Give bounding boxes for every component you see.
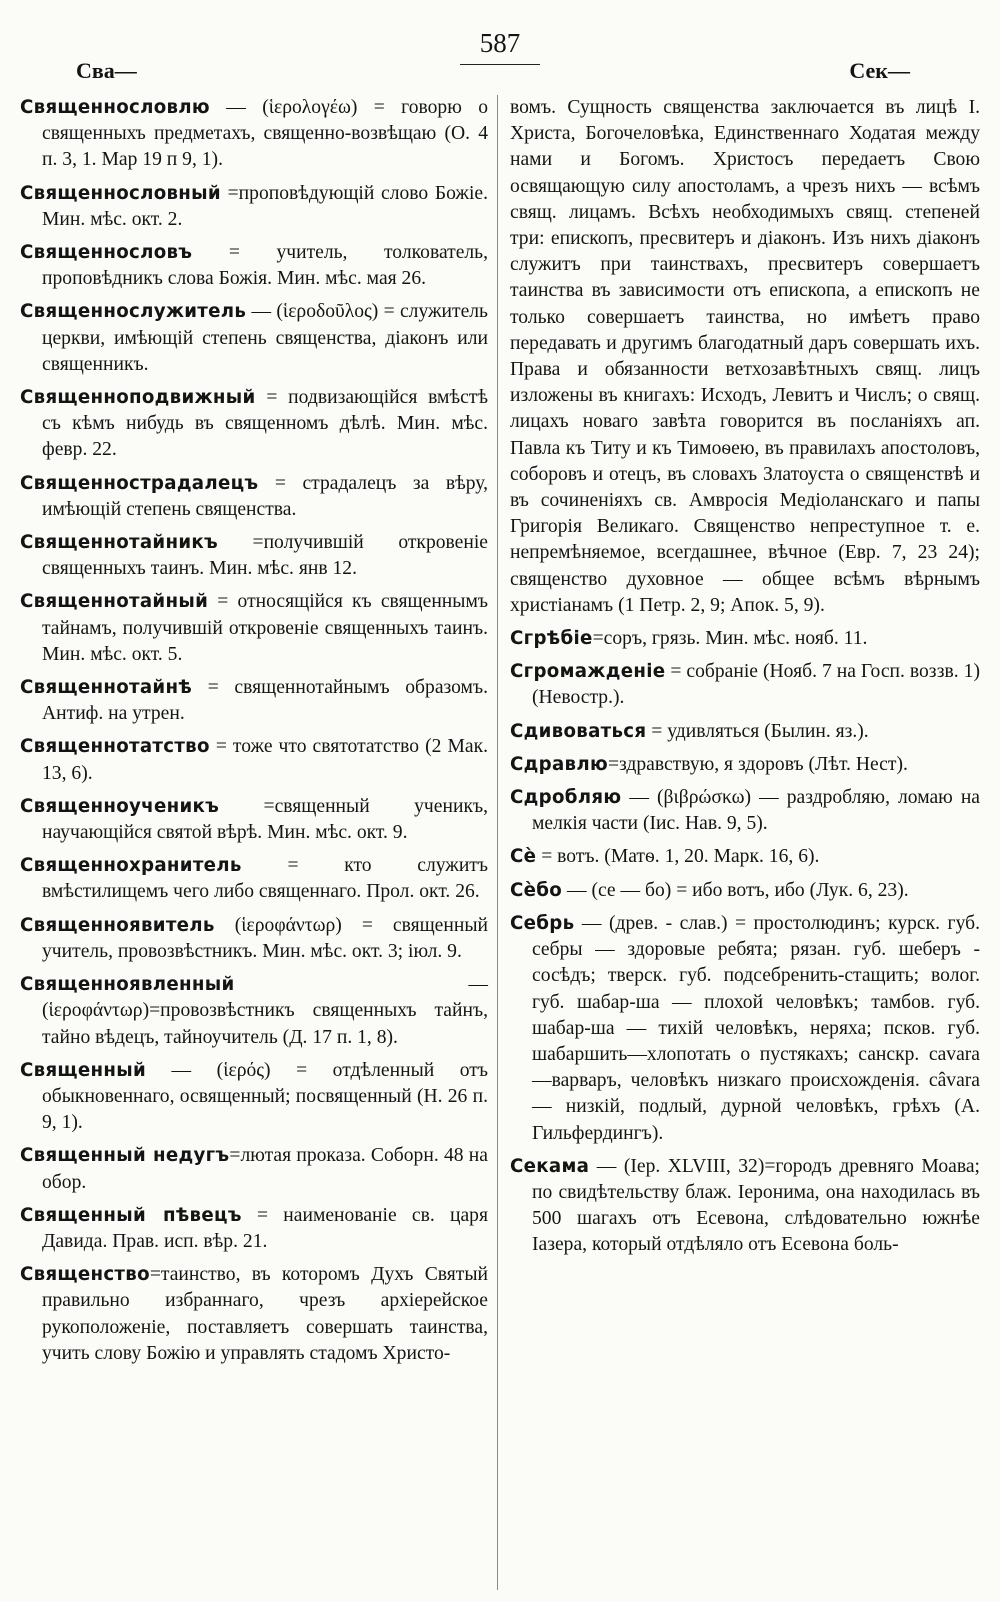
entry-definition: =получившій откровеніе священныхъ таинъ. Мин. мѣс. янв 12. [42, 532, 488, 580]
headword: Священный [20, 1059, 146, 1081]
headword: Священство [20, 1264, 150, 1286]
entry-definition: = учитель, толкователь, проповѣдникъ слова Божія. Мин. мѣс. мая 26. [42, 242, 488, 290]
entry-definition: — (βιβρώσκω) — раздробляю, ломаю на мелкія части (Іис. Нав. 9, 5). [532, 787, 980, 835]
dictionary-entry [20, 385, 488, 464]
dictionary-entry [20, 240, 488, 292]
headword: Священнохранитель [20, 855, 242, 877]
dictionary-entry [20, 1143, 488, 1195]
headword: Сѐ [510, 846, 537, 868]
page-header [0, 0, 1000, 92]
headword: Священноученикъ [20, 795, 220, 817]
dictionary-entry [510, 785, 980, 837]
dictionary-entry [20, 1203, 488, 1255]
entry-definition: =здравствую, я здоровъ (Лѣт. Нест). [607, 753, 908, 775]
headword: Сгромажденіе [510, 661, 666, 683]
dictionary-entry [20, 972, 488, 1051]
dictionary-entry [20, 299, 488, 378]
headword: Священнотайный [20, 591, 209, 613]
headword: Священнострадалецъ [20, 472, 259, 494]
entry-continuation: вомъ. Сущность священства заключается въ лицѣ І. Христа, Богочеловѣка, Единственнаго Ходатая между нами и Богомъ. Христосъ передаетъ Свою освящающую силу апостоламъ, а чрезъ нихъ — всѣмъ свящ. лицамъ. Всѣхъ необходимыхъ свящ. степеней три: епископъ, пресвитеръ и діаконъ. Изъ нихъ діаконъ служитъ при таинствахъ, пресвитеръ совершаетъ таинства въ зависимости отъ епископа, а епископъ не только совершаетъ таинства, но имѣетъ право передавать и другимъ благодатный даръ совершать ихъ. Права и обязанности ветхозавѣтныхъ свящ. лицъ изложены въ книгахъ: Исходъ, Левитъ и Числъ; о свящ. лицахъ новаго завѣта говорится въ посланіяхъ ап. Павла къ Титу и къ Тимоѳею, въ правилахъ апостоловъ, соборовъ и отецъ, въ словахъ Златоуста о священствѣ и въ сочиненіяхъ св. Амвросія Медіоланскаго и папы Григорія Великаго. Священство непреступное т. е. непремѣняемое, всегдашнее, вѣчное (Евр. 7, 23 24); священство духовное — общее всѣмъ вѣрнымъ христіанамъ (1 Петр. 2, 9; Апок. 5, 9). [510, 97, 980, 616]
dictionary-entry [20, 734, 488, 786]
entry-definition: — (ἱεροφάντωρ)=провозвѣстникъ священныхъ тайнъ, тайно вѣдецъ, тайноучитель (Д. 17 п. 1, 8). [42, 974, 488, 1048]
entry-definition: =проповѣдующій слово Божіе. Мин. мѣс. окт. 2. [42, 182, 488, 230]
headword: Сдивоваться [510, 720, 647, 742]
dictionary-entry [20, 181, 488, 233]
headword: Священнословъ [20, 242, 193, 264]
dictionary-entry [510, 1154, 980, 1259]
dictionary-entry [20, 589, 488, 668]
dictionary-entry [510, 911, 980, 1147]
entry-definition: — (ἱερός) = отдѣленный отъ обыкновеннаго, освященный; посвященный (Н. 26 п. 9, 1). [42, 1059, 488, 1134]
dictionary-entry [510, 659, 980, 711]
page-number: 587 [479, 28, 521, 58]
dictionary-entry [510, 752, 980, 778]
guide-word-right: Сек— [849, 58, 910, 83]
entry-definition: = страдалецъ за вѣру, имѣющій степень священства. [42, 472, 488, 520]
headword: Священнослужитель [20, 301, 247, 323]
headword: Священный пѣвецъ [20, 1204, 242, 1226]
dictionary-entry [510, 844, 980, 870]
entry-definition: =таинство, въ которомъ Духъ Святый правильно избраннаго, чрезъ архіерейское рукоположеніе, поставляетъ совершать таинства, учить слову Божію и управлять стадомъ Христо- [42, 1264, 488, 1364]
dictionary-entry [20, 1058, 488, 1137]
dictionary-entry [20, 95, 488, 174]
dictionary-entry [510, 626, 980, 652]
headword: Священнотатство [20, 736, 210, 758]
headword: Священноявитель [20, 914, 215, 936]
headword: Священноявленный [20, 974, 235, 996]
entry-definition: = удивляться (Былин. яз.). [646, 720, 869, 742]
dictionary-entry [20, 675, 488, 727]
headword: Сдравлю [510, 753, 608, 775]
entry-definition: (ἱεροφάντωρ) = священный учитель, провозвѣстникъ. Мин. мѣс. окт. 3; іюл. 9. [42, 914, 488, 962]
dictionary-entry [20, 853, 488, 905]
entry-definition: — (ἱερολογέω) = говорю о священныхъ предметахъ, священно-возвѣщаю (О. 4 п. 3, 1. Мар 19 п 9, 1). [42, 97, 488, 171]
headword: Сѐбо [510, 879, 563, 901]
entry-definition: — (се — бо) = ибо вотъ, ибо (Лук. 6, 23). [562, 879, 909, 901]
entry-definition: =соръ, грязь. Мин. мѣс. нояб. 11. [592, 628, 868, 650]
entry-definition: = кто служитъ вмѣстилищемъ чего либо священнаго. Прол. окт. 26. [42, 855, 488, 903]
column-divider [497, 95, 498, 1590]
entry-definition: =лютая проказа. Соборн. 48 на обор. [42, 1145, 488, 1193]
headword: Себрь [510, 912, 575, 934]
dictionary-entry [510, 719, 980, 745]
entry-definition: — (ἱεροδοῦλος) = служитель церкви, имѣющій степень священства, діаконъ или священникъ. [42, 301, 488, 375]
guide-word-left: Сва— [76, 58, 137, 83]
headword: Секама [510, 1155, 590, 1177]
dictionary-entry [20, 530, 488, 582]
headword: Священнословный [20, 182, 221, 204]
entry-definition: = подвизающійся вмѣстѣ съ кѣмъ нибудь въ священномъ дѣлѣ. Мин. мѣс. февр. 22. [42, 387, 488, 461]
headword: Сгрѣбіе [510, 628, 593, 650]
headword: Священнотайнѣ [20, 677, 193, 699]
entry-definition: — (Іер. XLVIII, 32)=городъ древняго Моава; по свидѣтельству блаж. Іеронима, она находилась въ 500 шагахъ отъ Есевона, слѣдовательно южнѣе Іазера, который отдѣляло отъ Есевона боль- [532, 1155, 980, 1256]
headword: Священнословлю [20, 97, 210, 118]
dictionary-entry [510, 878, 980, 904]
entry-definition: = вотъ. (Матѳ. 1, 20. Марк. 16, 6). [536, 846, 820, 868]
header-rule [460, 64, 540, 65]
entry-definition: — (древ. - слав.) = простолюдинъ; курск. губ. себры — здоровые ребята; рязан. губ. шеберъ - сосѣдъ; тверск. губ. подсебренить-стащить; волог. губ. шабар-ша — плохой человѣкъ; тамбов. губ. шабар-ша — тихій человѣкъ, неряха; псков. губ. шабаршить—хлопотать о пустякахъ; санскр. cavara —варваръ, человѣкъ низкаго происхожденія. câvara — низкій, подлый, дурной человѣкъ, грѣхъ (А. Гильфердингъ). [532, 912, 980, 1144]
right-column [510, 95, 980, 1266]
entry-definition: = наименованіе св. царя Давида. Прав. исп. вѣр. 21. [42, 1204, 488, 1252]
entry-definition: = тоже что святотатство (2 Мак. 13, 6). [42, 736, 488, 784]
left-column [20, 95, 488, 1374]
entry-definition: = собраніе (Нояб. 7 на Госп. воззв. 1) (Невостр.). [532, 661, 980, 709]
entry-definition: = относящійся къ священнымъ тайнамъ, получившій откровеніе священныхъ таинъ. Мин. мѣс. окт. 5. [42, 591, 488, 665]
entry-definition: = священнотайнымъ образомъ. Антиф. на утрен. [42, 677, 488, 725]
dictionary-entry [20, 471, 488, 523]
dictionary-entry [20, 1262, 488, 1367]
entry-definition: =священный ученикъ, научающійся святой вѣрѣ. Мин. мѣс. окт. 9. [42, 795, 488, 844]
headword: Сдробляю [510, 787, 622, 809]
dictionary-entry [20, 913, 488, 965]
headword: Священнотайникъ [20, 532, 218, 554]
headword: Священноподвижный [20, 387, 256, 409]
dictionary-entry [20, 794, 488, 846]
headword: Священный недугъ [20, 1145, 230, 1167]
